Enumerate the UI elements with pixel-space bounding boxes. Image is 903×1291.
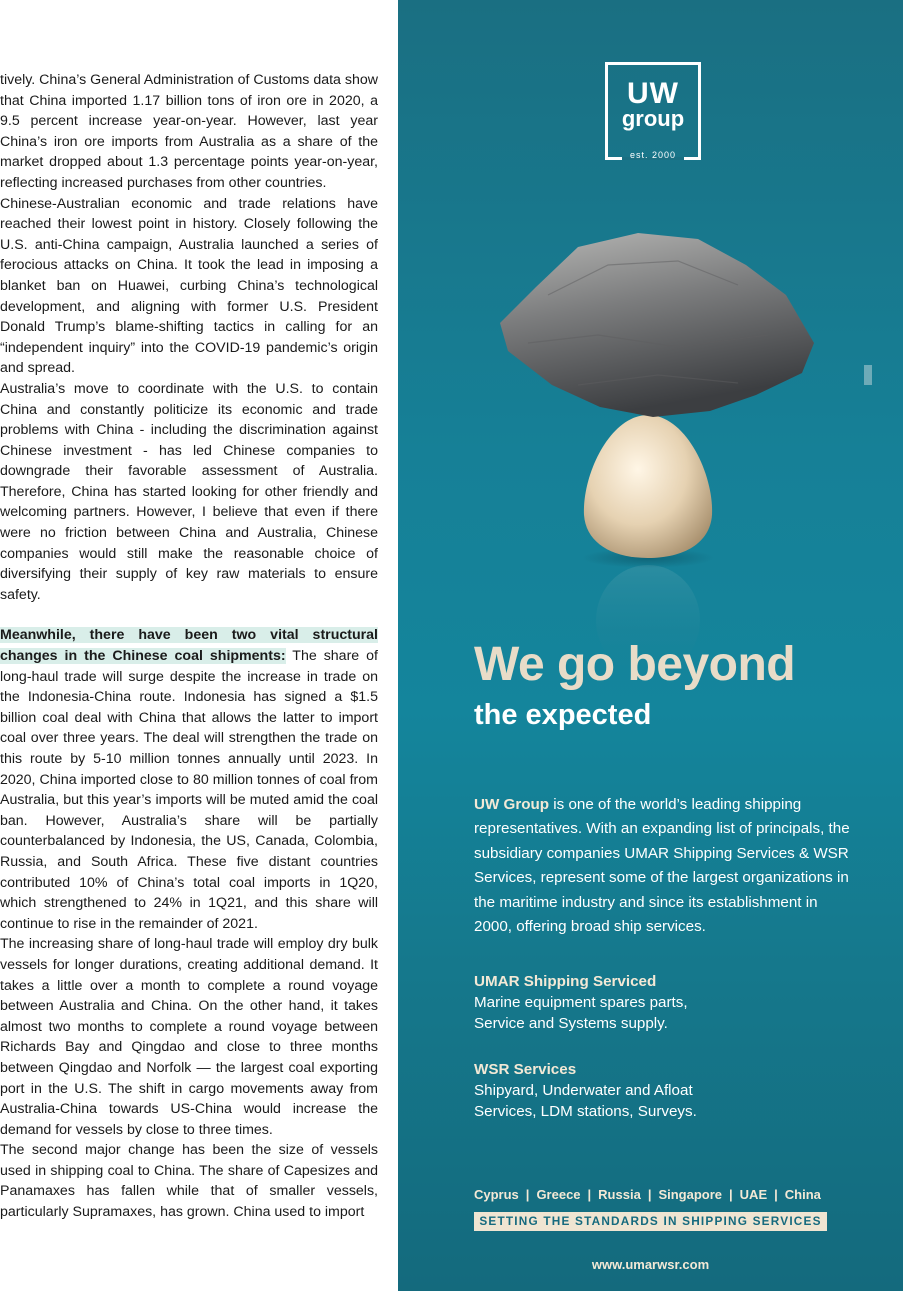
service-umar xyxy=(474,971,854,1034)
service-line: Services, LDM stations, Surveys. xyxy=(474,1103,697,1120)
website-link[interactable]: www.umarwsr.com xyxy=(591,1257,710,1272)
article-column xyxy=(0,70,378,1223)
country-item: Cyprus xyxy=(474,1187,519,1202)
rock-on-egg-illustration xyxy=(488,225,828,665)
uw-group-logo xyxy=(605,62,701,160)
country-item: Russia xyxy=(598,1187,641,1202)
article-paragraph: The increasing share of long-haul trade will employ dry bulk vessels for longer durations, creating additional demand. It takes a little over a month to complete a round voyage between Australia and China. On the other hand, it takes almost two months to complete a round voyage between Richards Bay and Qingdao and close to three months between Qingdao and Norfolk — the largest coal exporting port in the U.S. The shift in cargo movements away from Australia-China towards US-China would increase the demand for vessels by close to three times. xyxy=(0,936,378,1138)
country-item: UAE xyxy=(739,1187,768,1202)
photo-credit-mark xyxy=(864,365,872,385)
service-wsr xyxy=(474,1059,854,1122)
country-item: China xyxy=(784,1187,821,1202)
intro-brand: UW Group xyxy=(474,796,550,813)
article-paragraph: Chinese-Australian economic and trade relations have reached their lowest point in history. Closely following the U.S. anti-China campaign, Australia launched a series of ferocious attacks on China. It took the lead in imposing a blanket ban on Huawei, curbing China’s technological development, and aligning with former U.S. President Donald Trump’s blame-shifting tactics in calling for an “independent inquiry” into the COVID-19 pandemic’s origin and spread. xyxy=(0,195,378,377)
advert-intro xyxy=(474,793,854,939)
service-title: UMAR Shipping Serviced xyxy=(474,973,657,990)
paragraph-body: The share of long-haul trade will surge despite the increase in trade on the Indonesia-China route. Indonesia has signed a $1.5 billion coal deal with China that allows the latter to import coal over three years. The deal will strengthen the trade on this route by 5-10 million tonnes annually until 2023. In 2020, China imported close to 80 million tonnes of coal from Australia, but this year’s imports will be muted amid the coal ban. However, Australia’s share will be partially counterbalanced by Indonesia, the US, Canada, Colombia, Russia, and South Africa. These five distant countries contributed 10% of China’s total coal imports in 1Q20, which strengthened to 24% in 1Q21, and this share will continue to rise in the remainder of 2021. xyxy=(0,648,378,932)
service-line: Shipyard, Underwater and Afloat xyxy=(474,1082,693,1099)
country-item: Greece xyxy=(536,1187,581,1202)
service-line: Marine equipment spares parts, xyxy=(474,994,688,1011)
country-list: Cyprus | Greece | Russia | Singapore | UAE | China xyxy=(474,1187,821,1202)
country-item: Singapore xyxy=(658,1187,723,1202)
highlighted-lead: Meanwhile, there have been two vital structural changes in the Chinese coal shipments: xyxy=(0,627,378,665)
logo-line-2: group xyxy=(621,106,685,131)
service-title: WSR Services xyxy=(474,1061,577,1078)
advert-subheadline: the expected xyxy=(474,699,652,731)
advert-panel xyxy=(398,0,903,1291)
service-line: Service and Systems supply. xyxy=(474,1015,668,1032)
tagline-banner: SETTING THE STANDARDS IN SHIPPING SERVICES xyxy=(474,1212,827,1231)
logo-established: est. 2000 xyxy=(629,150,677,160)
article-paragraph: The second major change has been the size of vessels used in shipping coal to China. The share of Capesizes and Panamaxes has fallen while that of smaller vessels, particularly Supramaxes, has grown. China used to import xyxy=(0,1142,378,1221)
egg xyxy=(584,415,712,558)
logo-line-1: UW xyxy=(627,77,679,110)
article-paragraph: tively. China’s General Administration of Customs data show that China imported 1.17 billion tons of iron ore in 2020, a 9.5 percent increase year-on-year. However, last year China’s iron ore imports from Australia as a share of the market dropped about 1.3 percentage points year-on-year, reflecting increased purchases from other countries. xyxy=(0,72,378,191)
article-paragraph xyxy=(0,625,378,934)
rock xyxy=(500,233,814,417)
advert-headline: We go beyond xyxy=(474,638,796,691)
intro-text: is one of the world’s leading shipping representatives. With an expanding list of principals, the subsidiary companies UMAR Shipping Services & WSR Services, represent some of the largest organizations in the maritime industry and since its establishment in 2000, offering broad ship services. xyxy=(474,796,850,936)
article-paragraph: Australia’s move to coordinate with the U.S. to contain China and constantly politicize its economic and trade problems with China - including the discrimination against Chinese investment - has led Chinese companies to downgrade their favorable assessment of Australia. Therefore, China has started looking for other friendly and welcoming partners. However, I believe that even if there were no friction between China and Australia, Chinese companies would still make the reasonable choice of diversifying their supply of key raw materials to ensure safety. xyxy=(0,380,378,603)
